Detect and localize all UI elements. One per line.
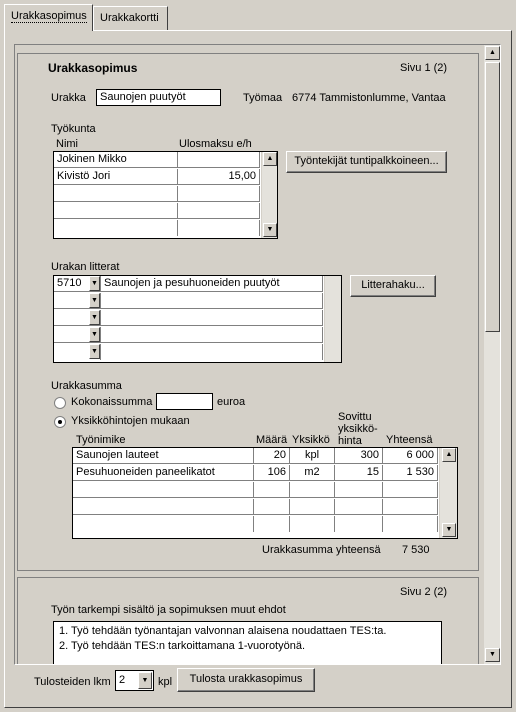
work-item-qty[interactable]: [254, 499, 290, 515]
euroa-label: euroa: [217, 396, 246, 408]
littera-desc[interactable]: [101, 344, 323, 360]
yksikkohinta-scrollbar[interactable]: [439, 448, 457, 538]
worker-pay[interactable]: [178, 152, 260, 168]
work-item-price[interactable]: [335, 482, 383, 498]
littera-desc[interactable]: [101, 310, 323, 326]
main-scrollbar[interactable]: [483, 45, 500, 664]
littera-code[interactable]: 5710: [54, 276, 101, 292]
work-item-name[interactable]: Pesuhuoneiden paneelikatot: [73, 465, 254, 481]
worker-name[interactable]: [54, 220, 178, 236]
copies-label: Tulosteiden lkm: [34, 676, 111, 688]
yksikkohinnat-label: Yksikköhintojen mukaan: [71, 415, 190, 427]
scroll-down-icon[interactable]: ▼: [442, 523, 456, 537]
dropdown-arrow-icon[interactable]: ▼: [89, 327, 100, 342]
tab-label: Urakkasopimus: [11, 10, 87, 22]
tyokunta-title: Työkunta: [51, 123, 96, 135]
work-item-name[interactable]: [73, 482, 254, 498]
tyomaa-label: Työmaa: [243, 92, 283, 104]
tyokunta-scrollbar[interactable]: [261, 152, 277, 238]
work-item-unit[interactable]: [290, 516, 335, 532]
copies-select[interactable]: 2: [115, 670, 154, 691]
terms-textarea[interactable]: [53, 621, 442, 665]
tab-label: Urakkakortti: [100, 12, 159, 24]
scroll-down-icon[interactable]: ▼: [485, 648, 500, 662]
urakkasumma-total-value: 7 530: [402, 544, 430, 556]
work-item-total: [383, 499, 438, 515]
work-item-unit[interactable]: [290, 482, 335, 498]
tyokunta-grid[interactable]: [53, 151, 278, 239]
scroll-down-icon[interactable]: ▼: [263, 223, 277, 237]
urakkasumma-title: Urakkasumma: [51, 380, 122, 392]
worker-pay[interactable]: 15,00: [178, 169, 260, 185]
litterat-title: Urakan litterat: [51, 261, 120, 273]
work-item-total: 6 000: [383, 448, 438, 464]
scroll-up-icon[interactable]: ▲: [442, 448, 456, 462]
worker-pay[interactable]: [178, 220, 260, 236]
litterat-scrollbar[interactable]: [324, 276, 341, 362]
dropdown-arrow-icon[interactable]: ▼: [89, 276, 100, 291]
worker-pay[interactable]: [178, 186, 260, 202]
page-number: Sivu 1 (2): [400, 62, 448, 74]
terms-line: 1. Työ tehdään työnantajan valvonnan alaisena noudattaen TES:ta.: [59, 625, 387, 637]
tyomaa-value: 6774 Tammistonlumme, Vantaa: [292, 92, 446, 104]
kokonaissumma-field[interactable]: [156, 393, 213, 410]
scroll-thumb[interactable]: [485, 62, 500, 332]
work-item-qty[interactable]: 20: [254, 448, 290, 464]
dropdown-arrow-icon[interactable]: ▼: [138, 672, 152, 689]
urakkasumma-total-label: Urakkasumma yhteensä: [262, 544, 381, 556]
dropdown-arrow-icon[interactable]: ▼: [89, 293, 100, 308]
tyontekijat-button[interactable]: Työntekijät tuntipalkkoineen...: [286, 151, 447, 173]
tab-urakkakortti[interactable]: [93, 6, 168, 30]
work-item-name[interactable]: [73, 516, 254, 532]
litterat-grid[interactable]: [53, 275, 342, 363]
litterahaku-button[interactable]: Litterahaku...: [350, 275, 436, 297]
worker-name[interactable]: [54, 186, 178, 202]
document-scroll-view: [14, 44, 501, 665]
littera-desc[interactable]: Saunojen ja pesuhuoneiden puutyöt: [101, 276, 323, 292]
work-item-total: [383, 516, 438, 532]
work-item-unit[interactable]: kpl: [290, 448, 335, 464]
work-item-price[interactable]: 15: [335, 465, 383, 481]
yksikkohinta-grid[interactable]: [72, 447, 458, 539]
terms-line: 2. Työ tehdään TES:n tarkoittamana 1-vuorotyönä.: [59, 640, 306, 652]
littera-desc[interactable]: [101, 293, 323, 309]
work-item-qty[interactable]: [254, 482, 290, 498]
work-item-price[interactable]: [335, 516, 383, 532]
print-button[interactable]: Tulosta urakkasopimus: [177, 668, 315, 692]
kokonaissumma-radio[interactable]: [54, 397, 66, 409]
terms-title: Työn tarkempi sisältö ja sopimuksen muut ehdot: [51, 604, 286, 616]
work-item-name[interactable]: Saunojen lauteet: [73, 448, 254, 464]
col-yhteensa: Yhteensä: [386, 434, 433, 446]
tab-urakkasopimus[interactable]: [4, 4, 93, 31]
work-item-qty[interactable]: [254, 516, 290, 532]
scroll-up-icon[interactable]: ▲: [485, 46, 500, 60]
col-ulosmaksu: Ulosmaksu e/h: [179, 138, 252, 150]
scroll-up-icon[interactable]: ▲: [263, 152, 277, 166]
work-item-unit[interactable]: m2: [290, 465, 335, 481]
col-tyonimike: Työnimike: [76, 434, 126, 446]
work-item-price[interactable]: [335, 499, 383, 515]
page-number: Sivu 2 (2): [400, 586, 448, 598]
copies-unit: kpl: [158, 676, 173, 688]
work-item-price[interactable]: 300: [335, 448, 383, 464]
work-item-qty[interactable]: 106: [254, 465, 290, 481]
work-item-total: 1 530: [383, 465, 438, 481]
kokonaissumma-label: Kokonaissumma: [71, 396, 153, 408]
page-title: Urakkasopimus: [48, 61, 138, 75]
urakka-field[interactable]: Saunojen puutyöt: [96, 89, 221, 106]
urakka-label: Urakka: [51, 92, 86, 104]
dropdown-arrow-icon[interactable]: ▼: [89, 344, 100, 359]
page-1: [17, 53, 479, 571]
worker-name[interactable]: Jokinen Mikko: [54, 152, 178, 168]
worker-pay[interactable]: [178, 203, 260, 219]
col-maara: Määrä: [256, 434, 288, 446]
col-nimi: Nimi: [56, 138, 78, 150]
worker-name[interactable]: [54, 203, 178, 219]
page-2: [17, 577, 479, 665]
work-item-name[interactable]: [73, 499, 254, 515]
littera-desc[interactable]: [101, 327, 323, 343]
work-item-total: [383, 482, 438, 498]
work-item-unit[interactable]: [290, 499, 335, 515]
col-yksikko: Yksikkö: [292, 434, 330, 446]
col-yksikkohinta: Sovittu yksikkö-hinta: [338, 411, 378, 447]
yksikkohinnat-radio[interactable]: [54, 416, 66, 428]
dropdown-arrow-icon[interactable]: ▼: [89, 310, 100, 325]
worker-name[interactable]: Kivistö Jori: [54, 169, 178, 185]
